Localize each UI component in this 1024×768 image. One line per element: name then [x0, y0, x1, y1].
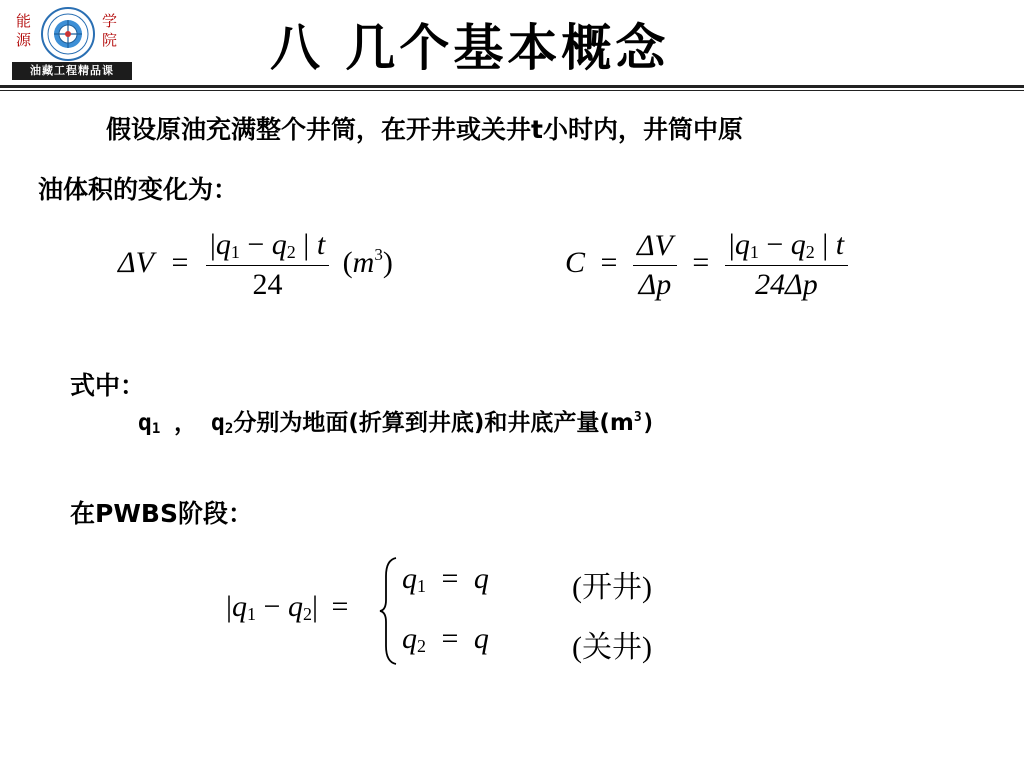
- f3-q2: q: [287, 590, 303, 623]
- f2-den2: [725, 266, 848, 302]
- case2-sub: 2: [417, 636, 426, 656]
- f2-t: t: [835, 228, 845, 261]
- f2-den1: [633, 266, 677, 302]
- case2-var: q: [402, 622, 417, 655]
- f3-q1: q: [232, 590, 248, 623]
- f2-eq2: =: [692, 245, 710, 279]
- case1-var: q: [402, 562, 417, 595]
- formula-compressibility: [565, 228, 848, 302]
- course-banner: 油藏工程精品课: [12, 62, 132, 80]
- f3-eq: =: [331, 590, 349, 623]
- where-sep: ，: [160, 410, 198, 436]
- where-q2-sub: 2: [224, 421, 234, 437]
- f3-abs-close: |: [311, 590, 318, 623]
- where-q1: q: [138, 410, 152, 436]
- formula-volume-change: [118, 228, 393, 302]
- case1-rhs: q: [473, 562, 489, 595]
- f3-q1-sub: 1: [247, 604, 257, 624]
- f2-num2: [725, 228, 848, 266]
- f1-unit-close: ): [382, 245, 393, 279]
- left-brace-icon: [378, 556, 400, 666]
- stage-label: 在PWBS阶段：: [70, 499, 253, 528]
- f2-fraction-1: [633, 229, 677, 302]
- f1-q1-sub: 1: [230, 242, 240, 262]
- f3-minus: −: [263, 590, 281, 623]
- university-seal-icon: [40, 6, 96, 62]
- where-q2: q: [211, 410, 225, 436]
- where-unit-exp: 3: [633, 410, 642, 425]
- where-desc: 分别为地面(折算到井底)和井底产量(m: [233, 410, 634, 436]
- f2-den2-text: 24Δp: [755, 268, 818, 301]
- f1-abs-close: |: [303, 228, 310, 261]
- title-divider: [0, 85, 1024, 88]
- f1-abs-open: |: [209, 228, 216, 261]
- case-open-well: [402, 562, 489, 597]
- f2-q1: q: [734, 228, 750, 261]
- intro-line-2: 油体积的变化为：: [38, 175, 239, 204]
- where-close: ): [641, 410, 656, 436]
- logo-char-3: 学: [102, 12, 118, 30]
- logo-char-4: 院: [102, 31, 118, 49]
- f2-eq1: =: [600, 245, 618, 279]
- where-description: [138, 404, 656, 437]
- case2-note: (关井): [572, 631, 652, 664]
- f1-lhs: ΔV: [118, 245, 154, 279]
- logo-char-1: 能: [16, 12, 32, 30]
- case-shut-well: [402, 622, 489, 657]
- f1-denominator: 24: [252, 268, 283, 301]
- intro-line-1: 假设原油充满整个井筒，在开井或关井t小时内，井筒中原: [106, 115, 743, 144]
- f2-q2: q: [790, 228, 806, 261]
- f3-q2-sub: 2: [302, 604, 312, 624]
- f2-num1-text: ΔV: [636, 228, 673, 262]
- f1-minus: −: [247, 228, 265, 261]
- formula-rate-cases-lhs: [226, 590, 348, 625]
- case2-rhs: q: [473, 622, 489, 655]
- f1-unit: [343, 246, 393, 279]
- case1-sub: 1: [417, 576, 426, 596]
- page-title: 八 几个基本概念: [270, 19, 670, 77]
- f2-fraction-2: [725, 228, 848, 302]
- f1-q2: q: [271, 228, 287, 261]
- case1-note: (开井): [572, 571, 652, 604]
- case2-eq: =: [441, 622, 459, 655]
- f1-unit-exp: 3: [374, 244, 383, 264]
- f1-unit-m: m: [352, 245, 375, 279]
- f2-lhs: C: [565, 245, 586, 279]
- title-divider-thin: [0, 90, 1024, 91]
- logo-char-2: 源: [16, 31, 32, 49]
- f1-unit-open: (: [342, 245, 353, 279]
- f1-q1: q: [215, 228, 231, 261]
- f2-minus: −: [766, 228, 784, 261]
- case1-eq: =: [441, 562, 459, 595]
- f1-numerator: [206, 228, 329, 266]
- f2-num1: [633, 229, 677, 266]
- f3-abs-open: |: [226, 590, 233, 623]
- f2-abs-close: |: [822, 228, 829, 261]
- f2-den1-text: Δp: [638, 267, 672, 301]
- f2-q2-sub: 2: [805, 242, 815, 262]
- f2-abs-open: |: [728, 228, 735, 261]
- f1-q2-sub: 2: [286, 242, 296, 262]
- f1-fraction: [206, 228, 329, 302]
- where-label: 式中：: [70, 371, 146, 400]
- f1-t: t: [316, 228, 326, 261]
- f2-q1-sub: 1: [749, 242, 759, 262]
- f1-eq: =: [171, 245, 189, 279]
- where-q1-sub: 1: [151, 421, 161, 437]
